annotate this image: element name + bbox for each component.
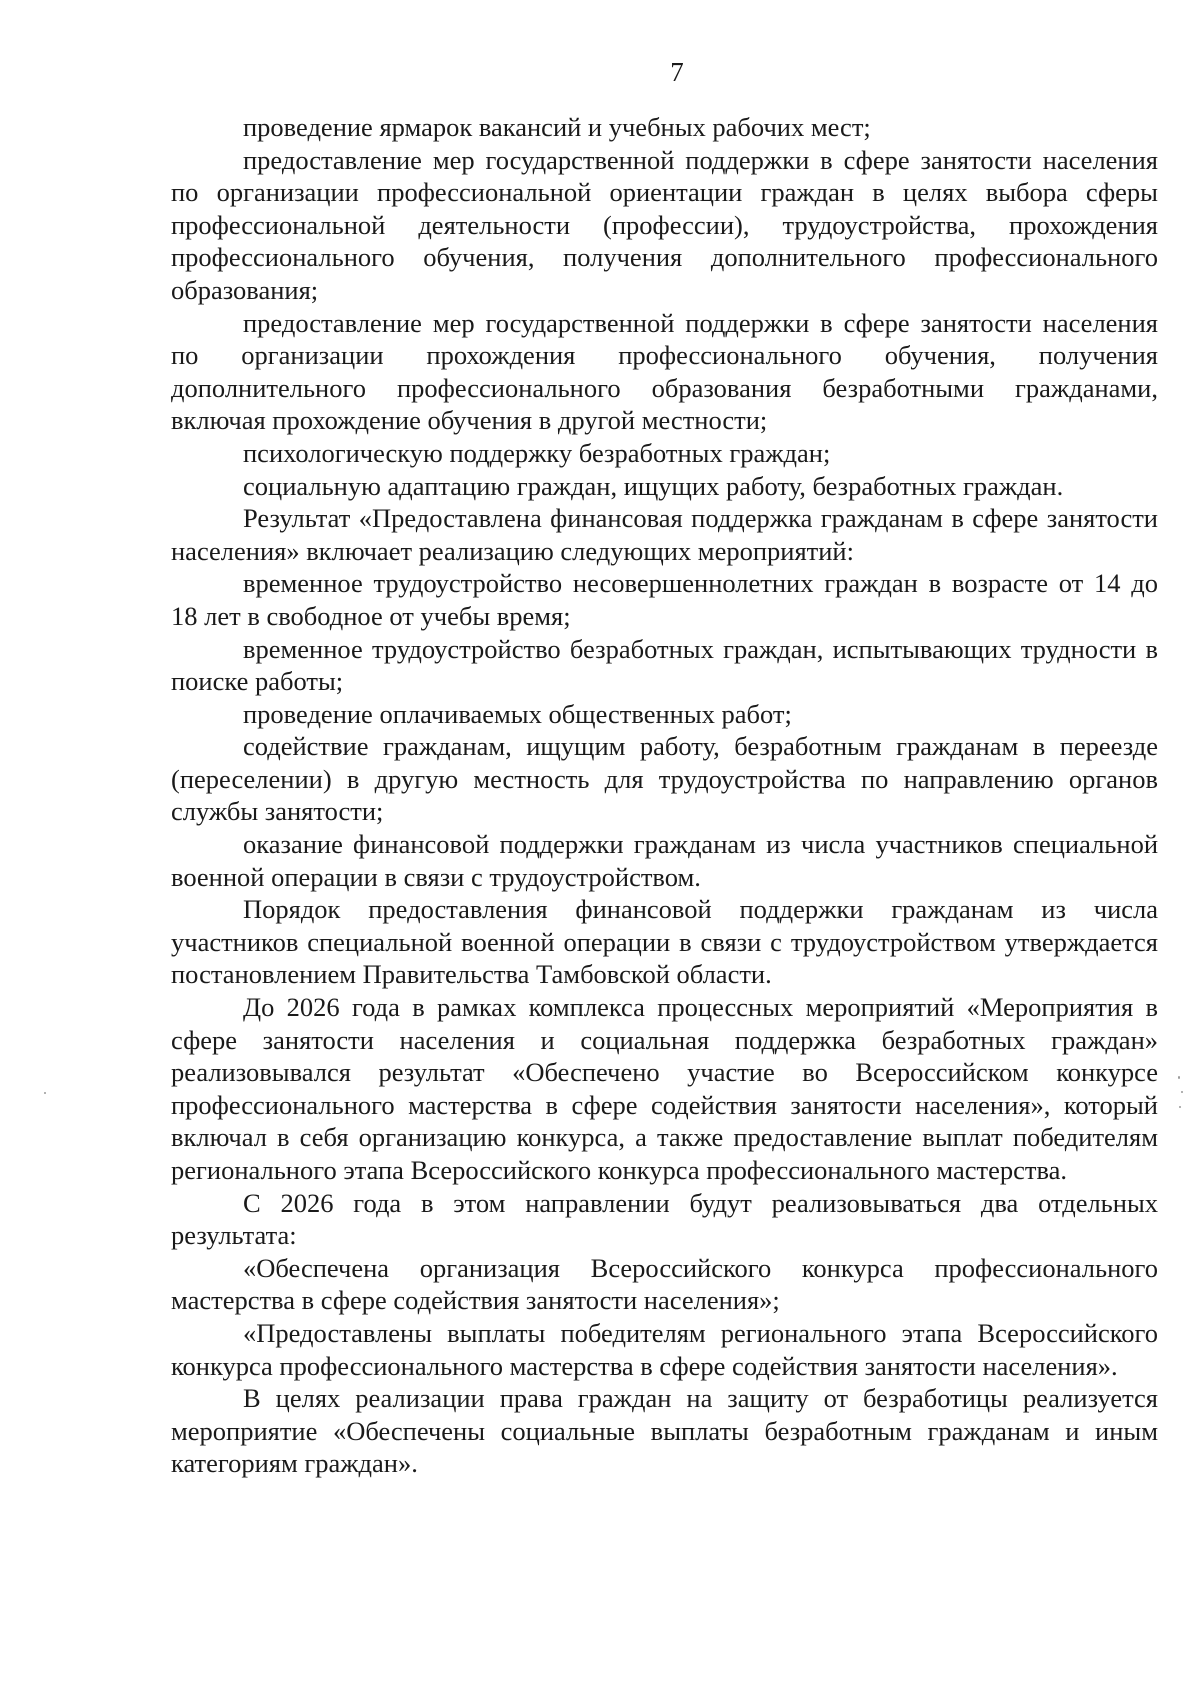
paragraph: Порядок предоставления финансовой поддержки гражданам из числа участников специальной военной операции в связи с трудоустройством утверждается постановлением Правительства Тамбовской области.: [171, 894, 1158, 990]
paragraph: психологическую поддержку безработных граждан;: [243, 437, 831, 468]
paragraph: «Предоставлены выплаты победителям регионального этапа Всероссийского конкурса профессионального мастерства в сфере содействия занятости населения».: [171, 1317, 1158, 1381]
paragraph: проведение ярмарок вакансий и учебных рабочих мест;: [243, 112, 871, 142]
paragraph: В целях реализации права граждан на защиту от безработицы реализуется мероприятие «Обеспечены социальные выплаты безработным гражданам и иным категориям граждан».: [171, 1383, 1158, 1479]
paragraph: «Обеспечена организация Всероссийского конкурса профессионального мастерства в сфере содействия занятости населения»;: [171, 1252, 1158, 1316]
scan-speck: [44, 1092, 46, 1094]
document-body: [171, 111, 1158, 1480]
paragraph: предоставление мер государственной поддержки в сфере занятости населения по организации прохождения профессионального обучения, получения дополнительного профессионального образования безработными гражданами, включая прохождение обучения в другой местности;: [171, 307, 1158, 436]
paragraph: Результат «Предоставлена финансовая поддержка гражданам в сфере занятости населения» включает реализацию следующих мероприятий:: [171, 503, 1158, 566]
paragraph: проведение оплачиваемых общественных работ;: [243, 698, 792, 729]
page-number: 7: [670, 57, 684, 87]
scan-speck: [1181, 1091, 1183, 1093]
paragraph: временное трудоустройство безработных граждан, испытывающих трудности в поиске работы;: [171, 633, 1158, 697]
paragraph: временное трудоустройство несовершеннолетних граждан в возрасте от 14 до 18 лет в свободное от учебы время;: [171, 568, 1158, 631]
paragraph: С 2026 года в этом направлении будут реализовываться два отдельных результата:: [171, 1187, 1158, 1251]
paragraph: предоставление мер государственной поддержки в сфере занятости населения по организации профессиональной ориентации граждан в целях выбора сферы профессиональной деятельности (профессии), трудоустройства, прохождения профессионального обучения, получения дополнительного профессионального образования;: [171, 144, 1158, 305]
scan-speck: [1179, 1106, 1181, 1108]
paragraph: До 2026 года в рамках комплекса процессных мероприятий «Мероприятия в сфере занятости населения и социальная поддержка безработных граждан» реализовывался результат «Обеспечено участие во Всероссийском конкурсе профессионального мастерства в сфере содействия занятости населения», который включал в себя организацию конкурса, а также предоставление выплат победителям регионального этапа Всероссийского конкурса профессионального мастерства.: [171, 992, 1158, 1185]
scan-speck: [1178, 1076, 1180, 1079]
paragraph: социальную адаптацию граждан, ищущих работу, безработных граждан.: [243, 470, 1064, 501]
paragraph: оказание финансовой поддержки гражданам из числа участников специальной военной операции в связи с трудоустройством.: [171, 829, 1158, 892]
paragraph: содействие гражданам, ищущим работу, безработным гражданам в переезде (переселении) в другую местность для трудоустройства по направлению органов службы занятости;: [171, 731, 1158, 827]
